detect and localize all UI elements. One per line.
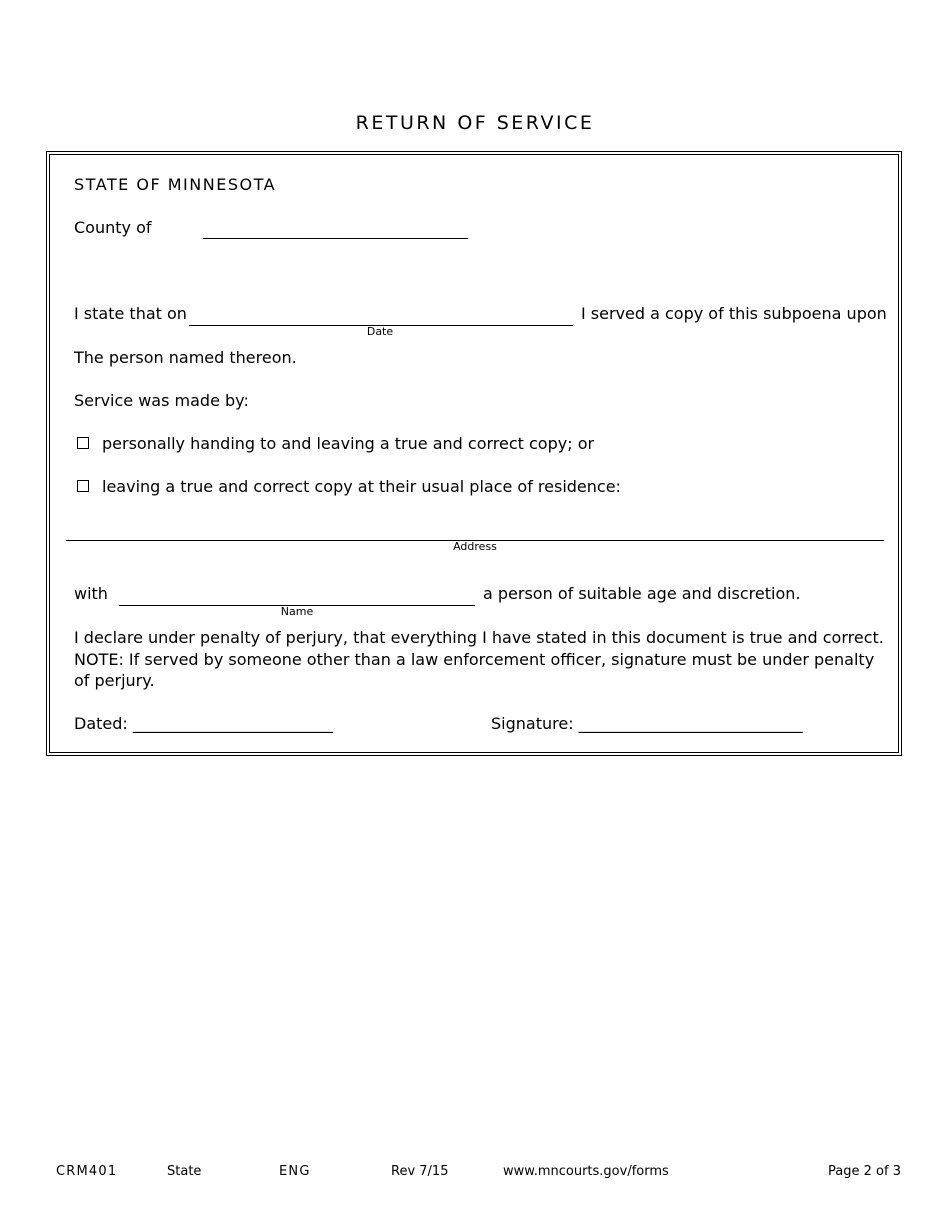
- service-made-by-text: Service was made by:: [74, 391, 249, 410]
- footer-website-link[interactable]: www.mncourts.gov/forms: [503, 1164, 669, 1179]
- dated-field[interactable]: Dated: _________________________: [74, 714, 333, 733]
- footer-revision: Rev 7/15: [391, 1164, 449, 1179]
- signature-field[interactable]: Signature: ____________________________: [491, 714, 803, 733]
- with-label: with: [74, 584, 108, 603]
- name-caption: Name: [280, 605, 314, 618]
- residence-service-label: leaving a true and correct copy at their usual place of residence:: [102, 477, 621, 496]
- residence-service-checkbox[interactable]: [77, 480, 89, 492]
- served-copy-text: I served a copy of this subpoena upon: [581, 304, 887, 323]
- suitable-person-text: a person of suitable age and discretion.: [483, 584, 801, 603]
- county-field[interactable]: [203, 238, 468, 239]
- personal-service-checkbox[interactable]: [77, 437, 89, 449]
- county-label: County of: [74, 218, 152, 237]
- state-that-on-text: I state that on: [74, 304, 187, 323]
- person-named-text: The person named thereon.: [74, 348, 297, 367]
- date-caption: Date: [366, 325, 394, 338]
- note-line-1: NOTE: If served by someone other than a law enforcement officer, signature must be under penalty: [74, 650, 875, 669]
- state-heading: STATE OF MINNESOTA: [74, 175, 277, 194]
- footer-category: State: [167, 1164, 202, 1179]
- note-line-2: of perjury.: [74, 671, 155, 690]
- declaration-text: I declare under penalty of perjury, that everything I have stated in this document is true and correct.: [74, 628, 884, 647]
- personal-service-label: personally handing to and leaving a true and correct copy; or: [102, 434, 595, 453]
- page-title: RETURN OF SERVICE: [355, 112, 595, 134]
- footer-form-code: CRM401: [56, 1164, 118, 1179]
- footer-language: ENG: [279, 1164, 311, 1179]
- address-caption: Address: [453, 540, 497, 553]
- footer-page-number: Page 2 of 3: [828, 1164, 901, 1179]
